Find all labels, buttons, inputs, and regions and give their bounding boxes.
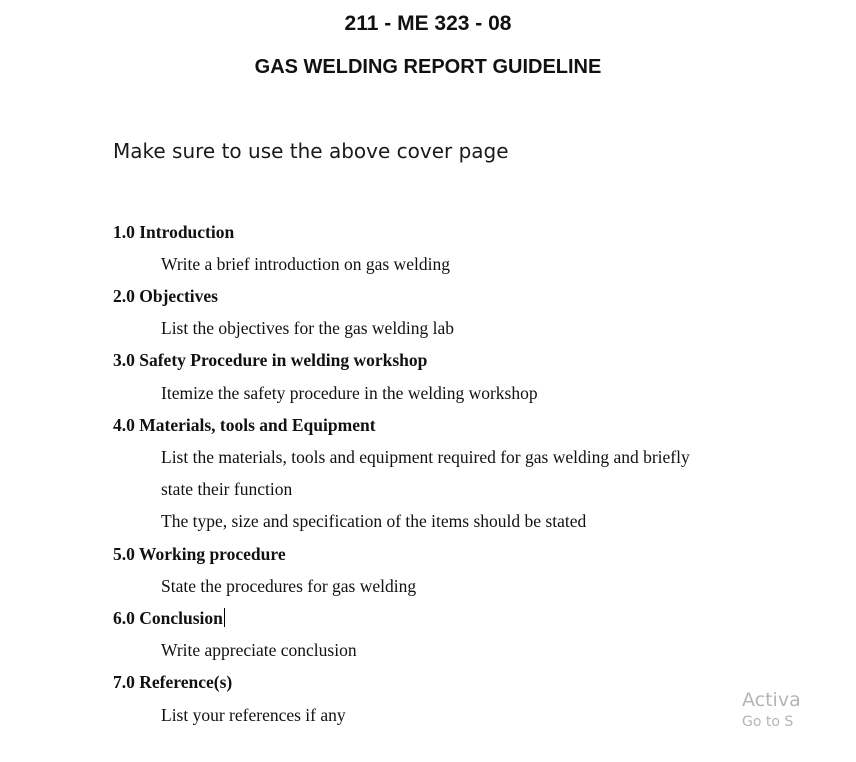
section-heading-introduction: 1.0 Introduction bbox=[113, 222, 235, 242]
text-cursor bbox=[224, 608, 225, 627]
section-text-safety: Itemize the safety procedure in the welding workshop bbox=[161, 383, 538, 403]
section-text-materials-3: The type, size and specification of the items should be stated bbox=[161, 511, 587, 531]
section-heading-materials: 4.0 Materials, tools and Equipment bbox=[113, 415, 376, 435]
section-heading-objectives: 2.0 Objectives bbox=[113, 286, 218, 306]
document-title: GAS WELDING REPORT GUIDELINE bbox=[254, 56, 602, 78]
section-heading-procedure: 5.0 Working procedure bbox=[113, 544, 286, 564]
section-heading-safety: 3.0 Safety Procedure in welding workshop bbox=[113, 350, 428, 370]
course-code: 211 - ME 323 - 08 bbox=[344, 12, 512, 35]
section-heading-conclusion: 6.0 Conclusion bbox=[113, 608, 223, 628]
section-text-materials-1: List the materials, tools and equipment required for gas welding and briefly bbox=[161, 447, 690, 467]
activation-watermark-title: Activa bbox=[742, 689, 801, 711]
section-text-introduction: Write a brief introduction on gas welding bbox=[161, 254, 450, 274]
section-text-references: List your references if any bbox=[161, 705, 346, 725]
section-text-materials-2: state their function bbox=[161, 479, 293, 499]
section-heading-conclusion-row[interactable] bbox=[113, 608, 225, 629]
section-heading-references: 7.0 Reference(s) bbox=[113, 672, 233, 692]
section-text-procedure: State the procedures for gas welding bbox=[161, 576, 417, 596]
cover-page-note: Make sure to use the above cover page bbox=[113, 139, 509, 163]
activation-watermark-subtitle: Go to S bbox=[742, 714, 794, 730]
section-text-conclusion: Write appreciate conclusion bbox=[161, 640, 357, 660]
section-text-objectives: List the objectives for the gas welding lab bbox=[161, 318, 455, 338]
